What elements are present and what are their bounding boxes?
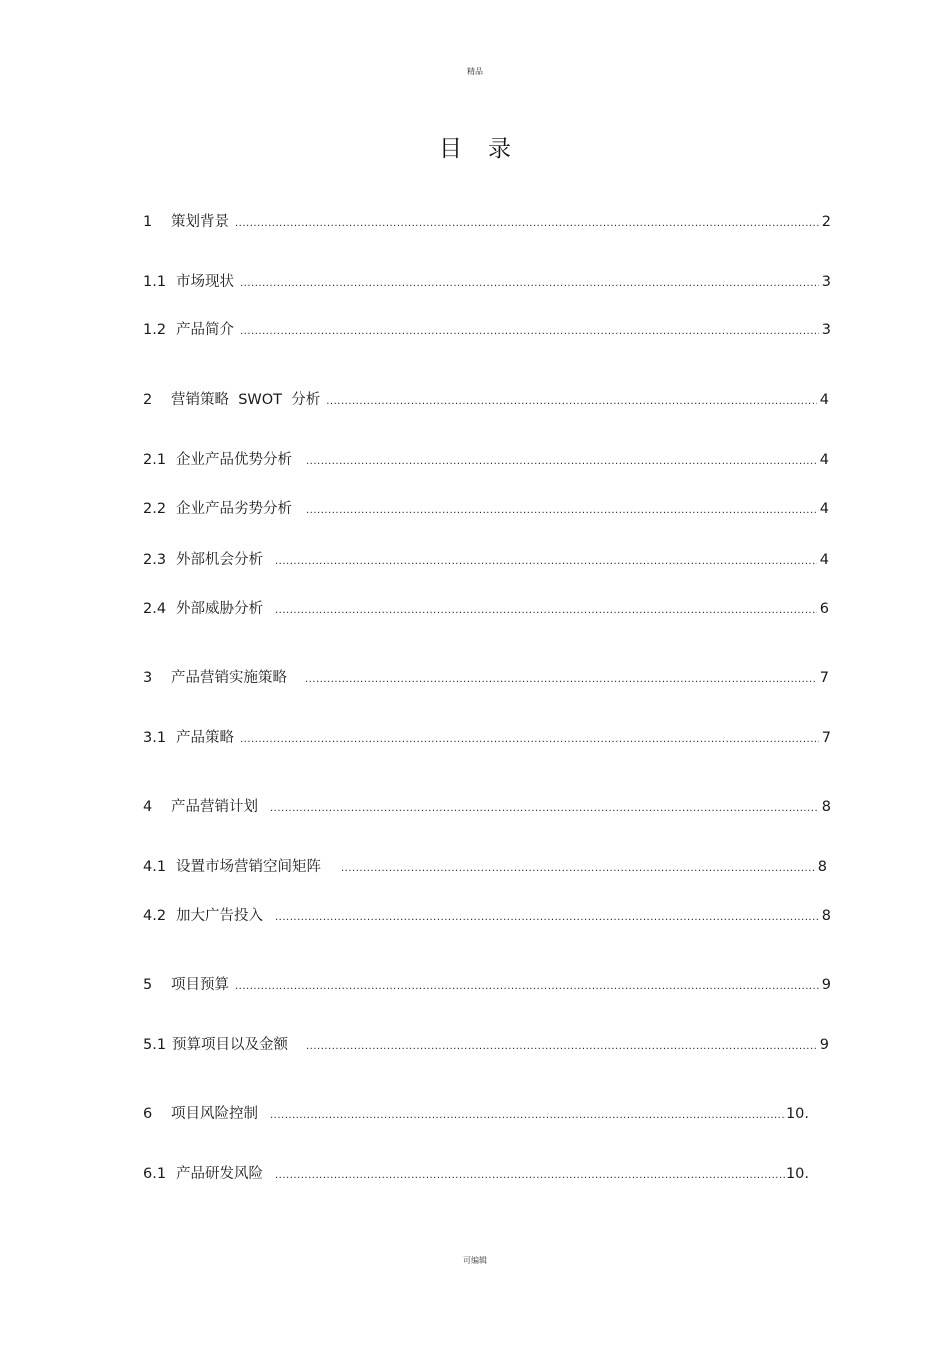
toc-page: 4 bbox=[819, 392, 829, 408]
toc-page: 9 bbox=[819, 1037, 829, 1053]
toc-page: 8 bbox=[821, 908, 831, 924]
toc-entry[interactable] bbox=[143, 1104, 809, 1124]
toc-entry[interactable] bbox=[143, 450, 829, 470]
toc-page: 4 bbox=[819, 452, 829, 468]
toc-number: 2.3 bbox=[143, 552, 167, 568]
toc-page: 10. bbox=[785, 1166, 809, 1182]
toc-label: 企业产品劣势分析 bbox=[176, 501, 292, 517]
toc-entry[interactable] bbox=[143, 320, 831, 340]
toc-leader bbox=[275, 906, 819, 926]
toc-number: 2.4 bbox=[143, 601, 167, 617]
toc-entry[interactable] bbox=[143, 797, 831, 817]
toc-entry[interactable] bbox=[143, 668, 829, 688]
toc-entry[interactable] bbox=[143, 550, 829, 570]
toc-page: 8 bbox=[821, 799, 831, 815]
toc-entry[interactable] bbox=[143, 906, 831, 926]
toc-label: 产品营销计划 bbox=[171, 799, 258, 815]
toc-leader bbox=[275, 550, 817, 570]
toc-leader bbox=[270, 797, 819, 817]
toc-number: 3 bbox=[143, 670, 153, 686]
toc-leader bbox=[270, 1104, 786, 1124]
toc-number: 4.1 bbox=[143, 859, 167, 875]
toc-entry[interactable] bbox=[143, 1035, 829, 1055]
toc-label: 营销策略 SWOT 分析 bbox=[171, 392, 321, 408]
toc-leader bbox=[306, 499, 817, 519]
toc-number: 3.1 bbox=[143, 730, 167, 746]
toc-label: 企业产品优势分析 bbox=[176, 452, 292, 468]
toc-label: 产品简介 bbox=[176, 322, 234, 338]
toc-page: 8 bbox=[817, 859, 827, 875]
toc-page: 4 bbox=[819, 501, 829, 517]
toc-label: 产品研发风险 bbox=[176, 1166, 263, 1182]
toc-page: 3 bbox=[821, 274, 831, 290]
toc-number: 6 bbox=[143, 1106, 153, 1122]
toc-number: 2.2 bbox=[143, 501, 167, 517]
toc-number: 5 bbox=[143, 977, 153, 993]
toc-leader bbox=[305, 668, 817, 688]
toc-number: 1 bbox=[143, 214, 153, 230]
toc-label: 预算项目以及金额 bbox=[172, 1037, 288, 1053]
toc-page: 4 bbox=[819, 552, 829, 568]
toc-number: 4.2 bbox=[143, 908, 167, 924]
toc-label: 项目预算 bbox=[171, 977, 229, 993]
toc-number: 2.1 bbox=[143, 452, 167, 468]
page-footer: 可编辑 bbox=[463, 1256, 487, 1265]
toc-leader bbox=[341, 857, 815, 877]
toc-label: 外部机会分析 bbox=[176, 552, 263, 568]
toc-entry[interactable] bbox=[143, 975, 831, 995]
toc-page: 6 bbox=[819, 601, 829, 617]
toc-entry[interactable] bbox=[143, 272, 831, 292]
toc-number: 4 bbox=[143, 799, 153, 815]
toc-page: 2 bbox=[821, 214, 831, 230]
toc-label: 产品营销实施策略 bbox=[171, 670, 287, 686]
toc-label: 产品策略 bbox=[176, 730, 234, 746]
toc-leader bbox=[235, 212, 819, 232]
toc-number: 1.1 bbox=[143, 274, 167, 290]
toc-leader bbox=[306, 1035, 817, 1055]
toc-entry[interactable] bbox=[143, 599, 829, 619]
toc-leader bbox=[240, 728, 819, 748]
toc-entry[interactable] bbox=[143, 499, 829, 519]
toc-page: 3 bbox=[821, 322, 831, 338]
toc-label: 策划背景 bbox=[171, 214, 229, 230]
toc-leader bbox=[240, 320, 819, 340]
toc-leader bbox=[275, 1164, 786, 1184]
toc-leader bbox=[240, 272, 819, 292]
toc-label: 市场现状 bbox=[176, 274, 234, 290]
toc-leader bbox=[326, 390, 817, 410]
toc-entry[interactable] bbox=[143, 212, 831, 232]
toc-label: 加大广告投入 bbox=[176, 908, 263, 924]
toc-entry[interactable] bbox=[143, 728, 831, 748]
toc-entry[interactable] bbox=[143, 857, 827, 877]
toc-page: 10. bbox=[785, 1106, 809, 1122]
toc-number: 1.2 bbox=[143, 322, 167, 338]
toc-leader bbox=[306, 450, 817, 470]
toc-leader bbox=[235, 975, 819, 995]
toc-number: 5.1 bbox=[143, 1037, 167, 1053]
toc-title: 目录 bbox=[439, 136, 537, 162]
toc-page: 9 bbox=[821, 977, 831, 993]
toc-label: 外部威胁分析 bbox=[176, 601, 263, 617]
toc-number: 2 bbox=[143, 392, 153, 408]
toc-page: 7 bbox=[821, 730, 831, 746]
toc-entry[interactable] bbox=[143, 1164, 809, 1184]
toc-page: 7 bbox=[819, 670, 829, 686]
toc-number: 6.1 bbox=[143, 1166, 167, 1182]
page-header: 精品 bbox=[467, 67, 483, 76]
toc-label: 设置市场营销空间矩阵 bbox=[176, 859, 321, 875]
toc-label: 项目风险控制 bbox=[171, 1106, 258, 1122]
toc-leader bbox=[275, 599, 817, 619]
toc-entry[interactable] bbox=[143, 390, 829, 410]
